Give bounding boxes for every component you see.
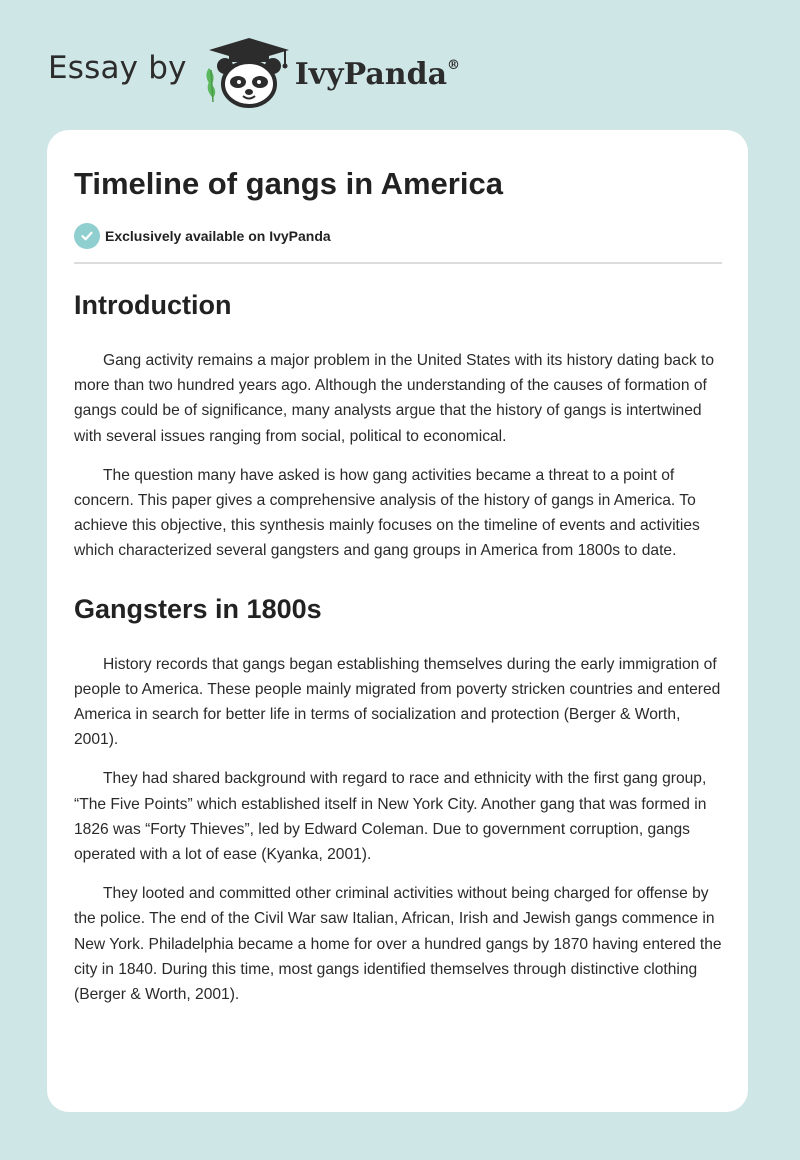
essay-card bbox=[47, 130, 748, 1112]
brand-prefix: Essay by bbox=[48, 50, 187, 86]
page-title: Timeline of gangs in America bbox=[74, 166, 503, 201]
paragraph: They looted and committed other criminal activities without being charged for offense by the police. The end of the Civil War saw Italian, African, Irish and Jewish gangs commence in New York. Philadelphia became a home for over a hundred gangs by 1870 having entered the city in 1840. During this time, most gangs identified themselves through distinctive clothing (Berger & Worth, 2001). bbox=[74, 885, 722, 1004]
section-introduction bbox=[74, 286, 722, 564]
brand-name: IvyPanda® bbox=[294, 56, 461, 92]
paragraph: History records that gangs began establishing themselves during the early immigration of people to America. These people mainly migrated from poverty stricken countries and entered America in search for better life in terms of socialization and protection (Berger & Worth, 2001). bbox=[74, 655, 721, 749]
badge-text: Exclusively available on IvyPanda bbox=[105, 228, 331, 244]
check-icon bbox=[74, 223, 100, 249]
paragraph: They had shared background with regard to race and ethnicity with the first gang group, “The Five Points” which established itself in New York City. Another gang that was formed in 1826 was “Forty Thieves”, led by Edward Coleman. Due to government corruption, gangs operated with a lot of ease (Kyanka, 2001). bbox=[74, 770, 707, 864]
brand-header bbox=[48, 36, 460, 108]
section-heading: Gangsters in 1800s bbox=[74, 593, 322, 624]
section-gangsters-1800s bbox=[74, 590, 722, 1008]
panda-logo-icon bbox=[201, 36, 293, 108]
paragraph: The question many have asked is how gang activities became a threat to a point of concern. This paper gives a comprehensive analysis of the history of gangs in America. To achieve this objective, this synthesis mainly focuses on the timeline of events and activities which characterized several gangsters and gang groups in America from 1800s to date. bbox=[74, 466, 700, 560]
paragraph: Gang activity remains a major problem in the United States with its history dating back to more than two hundred years ago. Although the understanding of the causes of formation of gangs could be of significance, many analysts argue that the history of gangs is intertwined with several issues ranging from social, political to economical. bbox=[74, 352, 715, 445]
divider bbox=[74, 262, 722, 264]
section-heading: Introduction bbox=[74, 290, 232, 320]
exclusive-badge bbox=[74, 222, 722, 250]
